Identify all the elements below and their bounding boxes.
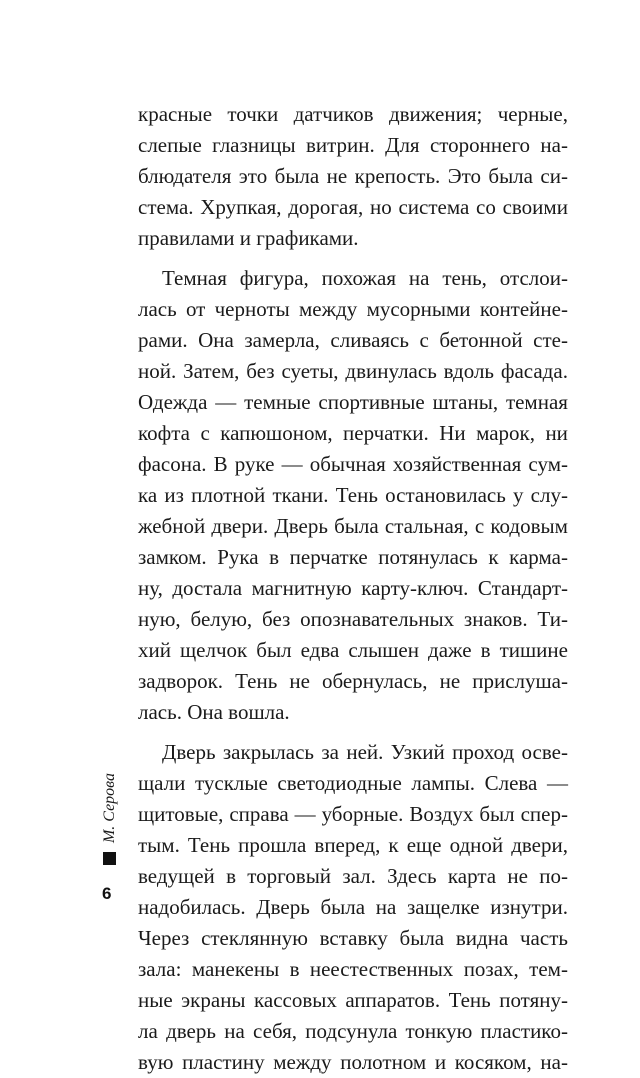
text-line: Темная фигура, похожая на тень, отслои-: [162, 266, 568, 290]
text-line: ную, белую, без опознавательных знаков. Ти-: [138, 607, 568, 631]
text-line: лась от черноты между мусорными контейне-: [138, 297, 568, 321]
text-line: задворок. Тень не обернулась, не прислуша-: [138, 669, 568, 693]
text-line: ной. Затем, без суеты, двинулась вдоль фасада.: [138, 359, 568, 383]
text-line: ка из плотной ткани. Тень остановилась у слу-: [138, 483, 568, 507]
text-line: тым. Тень прошла вперед, к еще одной двери,: [138, 833, 568, 857]
paragraph: [138, 737, 568, 1078]
square-marker-icon: [103, 852, 116, 865]
author-running-head: [96, 768, 124, 848]
text-line: ведущей в торговый зал. Здесь карта не по-: [138, 864, 568, 888]
text-line: ные экраны кассовых аппаратов. Тень потяну-: [138, 988, 568, 1012]
author-name: М. Серова: [101, 772, 119, 844]
text-line: красные точки датчиков движения; черные,: [138, 102, 568, 126]
text-line: Дверь закрылась за ней. Узкий проход осве-: [162, 740, 568, 764]
text-line: слепые глазницы витрин. Для стороннего на-: [138, 133, 568, 157]
text-line: хий щелчок был едва слышен даже в тишине: [138, 638, 568, 662]
text-line: Через стеклянную вставку была видна часть: [138, 926, 568, 950]
text-line: замком. Рука в перчатке потянулась к карма-: [138, 545, 568, 569]
text-line: рами. Она замерла, сливаясь с бетонной сте-: [138, 328, 568, 352]
text-line: ну, достала магнитную карту-ключ. Стандарт-: [138, 576, 568, 600]
text-line: кофта с капюшоном, перчатки. Ни марок, ни: [138, 421, 568, 445]
page-number: 6: [102, 884, 112, 903]
text-line: фасона. В руке — обычная хозяйственная сум-: [138, 452, 568, 476]
text-line: стема. Хрупкая, дорогая, но система со своими: [138, 195, 568, 219]
text-line: зала: манекены в неестественных позах, тем-: [138, 957, 568, 981]
paragraph: [138, 263, 568, 728]
paragraph-gap: [138, 254, 568, 263]
paragraph-gap: [138, 728, 568, 737]
text-line: блюдателя это была не крепость. Это была си-: [138, 164, 568, 188]
text-line: ла дверь на себя, подсунула тонкую пластико-: [138, 1019, 568, 1043]
text-line: вую пластину между полотном и косяком, на-: [138, 1050, 568, 1074]
text-line: жебной двери. Дверь была стальная, с кодовым: [138, 514, 568, 538]
text-line: лась. Она вошла.: [138, 700, 290, 724]
text-line: щали тусклые светодиодные лампы. Слева —: [138, 771, 568, 795]
body-text: [138, 99, 568, 1078]
text-line: правилами и графиками.: [138, 226, 359, 250]
paragraph: [138, 99, 568, 254]
text-line: надобилась. Дверь была на защелке изнутри.: [138, 895, 568, 919]
text-line: Одежда — темные спортивные штаны, темная: [138, 390, 568, 414]
text-line: щитовые, справа — уборные. Воздух был спер-: [138, 802, 568, 826]
